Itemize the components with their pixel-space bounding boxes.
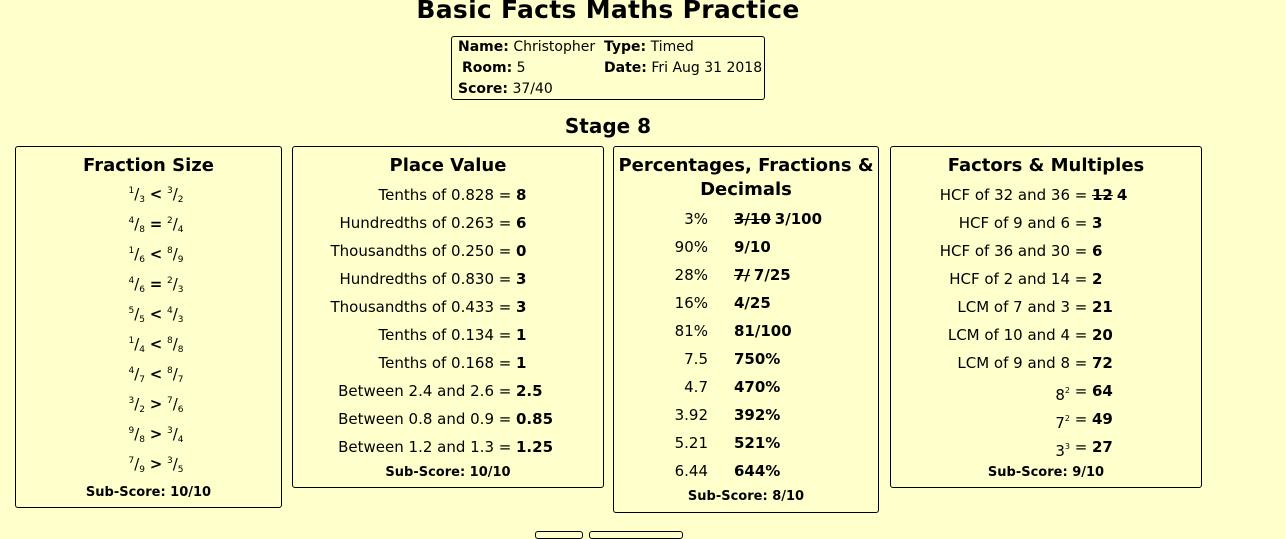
numerator: 8 <box>167 366 173 376</box>
equals-sign: = <box>1074 326 1088 344</box>
fraction-slash: / <box>134 245 140 263</box>
fraction-comparison-row <box>116 185 196 205</box>
answer-value: 2 <box>1092 270 1103 288</box>
numerator: 1 <box>128 246 135 256</box>
numerator: 4 <box>128 276 135 286</box>
question-text: HCF of 9 and 6 <box>958 214 1070 232</box>
comparison-symbol: = <box>149 215 163 233</box>
answer <box>1092 269 1102 289</box>
question-row <box>293 353 603 373</box>
answer <box>516 185 526 205</box>
denominator: 4 <box>177 435 184 445</box>
answer <box>516 353 526 373</box>
equals-sign: = <box>1074 382 1088 400</box>
answer-value: 4/25 <box>734 294 771 312</box>
question-text: Hundredths of 0.830 <box>339 270 494 288</box>
fraction-comparison-row <box>116 275 196 295</box>
question-row <box>614 377 878 397</box>
question-row <box>293 241 603 261</box>
subscore: Sub-Score: 8/10 <box>687 489 805 504</box>
question-row <box>891 437 1201 460</box>
equals-sign: = <box>1074 354 1088 372</box>
answer <box>1092 325 1113 345</box>
fraction-slash: / <box>134 305 140 323</box>
comparison-symbol: = <box>149 275 163 293</box>
fraction-comparison-row <box>116 365 196 385</box>
subscore: Sub-Score: 9/10 <box>987 465 1105 480</box>
fraction-slash: / <box>134 425 140 443</box>
fraction-comparison-row <box>116 245 196 265</box>
equals-sign: = <box>498 354 512 372</box>
question-row <box>614 349 878 369</box>
answer-value: 21 <box>1092 298 1113 316</box>
answer <box>516 409 553 429</box>
answer <box>734 461 780 481</box>
room-field: Room: 5 <box>462 60 526 76</box>
action-button[interactable] <box>535 531 583 539</box>
comparison-symbol: < <box>149 245 163 263</box>
equals-sign: = <box>1074 214 1088 232</box>
answer-value: 2.5 <box>516 382 543 400</box>
answer <box>734 209 822 229</box>
question-text: LCM of 7 and 3 <box>957 298 1070 316</box>
question-row <box>614 265 878 285</box>
denominator: 3 <box>177 285 184 295</box>
denominator: 4 <box>139 345 145 355</box>
numerator: 3 <box>128 396 135 406</box>
fraction-slash: / <box>134 395 140 413</box>
name-field: Name: Christopher <box>458 39 596 55</box>
panel-title: Percentages, Fractions & Decimals <box>618 155 874 200</box>
answer-value: 72 <box>1092 354 1113 372</box>
answer-value: 7/25 <box>753 266 791 284</box>
numerator: 2 <box>167 216 173 226</box>
equals-sign: = <box>1074 242 1088 260</box>
numerator: 3 <box>167 426 173 436</box>
answer <box>516 325 526 345</box>
question-text: 4.7 <box>684 378 708 396</box>
numerator: 9 <box>128 426 135 436</box>
question-row <box>293 269 603 289</box>
fraction-slash: / <box>172 395 178 413</box>
factors-multiples-panel <box>890 146 1202 488</box>
equals-sign: = <box>1074 410 1088 428</box>
answer-value: 644% <box>734 462 781 480</box>
comparison-symbol: > <box>149 455 163 473</box>
answer-value: 3 <box>516 298 527 316</box>
action-button[interactable] <box>589 531 683 539</box>
fraction-slash: / <box>172 305 178 323</box>
exponent: 2 <box>1064 414 1070 423</box>
question-text: 3% <box>684 210 708 228</box>
question-text: $8^2$ <box>1055 386 1070 404</box>
fraction-slash: / <box>172 275 178 293</box>
question-row <box>293 437 603 457</box>
answer <box>734 293 771 313</box>
answer-value: 0.85 <box>516 410 554 428</box>
answer <box>734 321 792 341</box>
answer-value: 20 <box>1092 326 1113 344</box>
incorrect-answer: 3/10 <box>734 210 771 228</box>
answer-value: 750% <box>734 350 781 368</box>
answer-value: 6 <box>1092 242 1103 260</box>
equals-sign: = <box>498 326 512 344</box>
equals-sign: = <box>1074 438 1088 456</box>
numerator: 2 <box>167 276 173 286</box>
denominator: 6 <box>177 405 184 415</box>
question-row <box>614 293 878 313</box>
answer <box>1092 297 1113 317</box>
numerator: 8 <box>167 246 173 256</box>
denominator: 2 <box>177 195 184 205</box>
equals-sign: = <box>498 410 512 428</box>
answer-value: 64 <box>1092 382 1113 400</box>
numerator: 3 <box>167 186 173 196</box>
date-field: Date: Fri Aug 31 2018 <box>604 60 763 76</box>
denominator: 9 <box>177 255 184 265</box>
question-row <box>891 241 1201 261</box>
question-row <box>293 185 603 205</box>
numerator: 5 <box>128 306 135 316</box>
page-title: Basic Facts Maths Practice <box>416 0 800 24</box>
answer <box>516 269 526 289</box>
question-row <box>891 409 1201 432</box>
equals-sign: = <box>498 214 512 232</box>
answer-value: 3/100 <box>774 210 823 228</box>
denominator: 3 <box>177 315 184 325</box>
equals-sign: = <box>498 186 512 204</box>
question-row <box>891 185 1201 205</box>
panel-title: Factors & Multiples <box>947 155 1145 176</box>
question-row <box>614 209 878 229</box>
equals-sign: = <box>1074 186 1088 204</box>
denominator: 7 <box>177 375 184 385</box>
answer <box>1092 381 1113 401</box>
answer-value: 521% <box>734 434 781 452</box>
answer-value: 4 <box>1116 186 1128 204</box>
fraction-slash: / <box>134 275 140 293</box>
question-row <box>614 461 878 481</box>
question-text: LCM of 9 and 8 <box>957 354 1070 372</box>
denominator: 2 <box>139 405 145 415</box>
answer <box>734 265 791 285</box>
fraction-slash: / <box>134 215 140 233</box>
comparison-symbol: < <box>149 365 163 383</box>
answer-value: 1 <box>516 326 527 344</box>
answer-value: 3 <box>1092 214 1103 232</box>
question-text: 90% <box>674 238 708 256</box>
answer-value: 81/100 <box>734 322 792 340</box>
numerator: 1 <box>128 186 135 196</box>
answer <box>516 381 543 401</box>
question-text: Tenths of 0.134 <box>378 326 494 344</box>
question-text: 6.44 <box>674 462 708 480</box>
exponent: 3 <box>1064 442 1070 451</box>
denominator: 5 <box>139 315 145 325</box>
fraction-slash: / <box>172 215 178 233</box>
fraction-slash: / <box>134 365 140 383</box>
numerator: 7 <box>167 396 173 406</box>
question-text: 81% <box>674 322 708 340</box>
fraction-slash: / <box>134 335 140 353</box>
answer-value: 0 <box>516 242 527 260</box>
answer <box>734 237 771 257</box>
question-row <box>293 297 603 317</box>
answer <box>1092 241 1102 261</box>
denominator: 8 <box>139 225 145 235</box>
answer <box>516 241 526 261</box>
subscore: Sub-Score: 10/10 <box>85 485 212 500</box>
equals-sign: = <box>498 298 512 316</box>
question-row <box>891 381 1201 404</box>
comparison-symbol: < <box>149 305 163 323</box>
student-info-box <box>451 36 765 100</box>
numerator: 1 <box>128 336 135 346</box>
numerator: 4 <box>128 216 135 226</box>
question-row <box>293 213 603 233</box>
equals-sign: = <box>498 382 512 400</box>
denominator: 6 <box>139 255 145 265</box>
question-row <box>614 433 878 453</box>
numerator: 4 <box>167 306 173 316</box>
fraction-slash: / <box>134 185 140 203</box>
answer <box>1092 353 1113 373</box>
denominator: 3 <box>139 195 145 205</box>
question-text: HCF of 32 and 36 <box>939 186 1070 204</box>
denominator: 6 <box>139 285 145 295</box>
question-text: 7.5 <box>684 350 708 368</box>
answer-value: 6 <box>516 214 527 232</box>
question-row <box>614 405 878 425</box>
fraction-comparison-row <box>116 455 196 475</box>
numerator: 8 <box>167 336 173 346</box>
answer-value: 3 <box>516 270 527 288</box>
comparison-symbol: > <box>149 425 163 443</box>
question-text: Tenths of 0.828 <box>378 186 494 204</box>
comparison-symbol: < <box>149 335 163 353</box>
denominator: 8 <box>139 435 145 445</box>
question-text: Between 1.2 and 1.3 <box>338 438 494 456</box>
answer <box>734 349 780 369</box>
numerator: 3 <box>167 456 173 466</box>
question-row <box>293 325 603 345</box>
exponent: 2 <box>1064 386 1070 395</box>
answer-value: 49 <box>1092 410 1113 428</box>
question-row <box>891 297 1201 317</box>
type-field: Type: Timed <box>604 39 694 55</box>
question-row <box>614 321 878 341</box>
answer <box>1092 213 1102 233</box>
answer <box>516 437 553 457</box>
answer-value: 9/10 <box>734 238 771 256</box>
fraction-comparison-row <box>116 425 196 445</box>
answer <box>1092 409 1113 429</box>
answer <box>734 377 780 397</box>
fraction-comparison-row <box>116 305 196 325</box>
fraction-comparison-row <box>116 215 196 235</box>
equals-sign: = <box>1074 270 1088 288</box>
answer <box>1092 185 1127 205</box>
question-text: 5.21 <box>674 434 708 452</box>
question-row <box>891 213 1201 233</box>
question-text: Thousandths of 0.250 <box>330 242 494 260</box>
question-text: Tenths of 0.168 <box>378 354 494 372</box>
question-text: Between 0.8 and 0.9 <box>338 410 494 428</box>
denominator: 4 <box>177 225 184 235</box>
question-text: HCF of 2 and 14 <box>949 270 1070 288</box>
fraction-slash: / <box>172 335 178 353</box>
answer <box>516 297 526 317</box>
equals-sign: = <box>498 242 512 260</box>
incorrect-answer: 12 <box>1092 186 1113 204</box>
fraction-slash: / <box>172 365 178 383</box>
answer-value: 27 <box>1092 438 1113 456</box>
equals-sign: = <box>1074 298 1088 316</box>
panel-title: Place Value <box>389 155 507 176</box>
numerator: 7 <box>128 456 135 466</box>
denominator: 5 <box>177 465 184 475</box>
question-row <box>891 269 1201 289</box>
answer-value: 1 <box>516 354 527 372</box>
answer-value: 8 <box>516 186 527 204</box>
denominator: 7 <box>139 375 145 385</box>
answer-value: 1.25 <box>516 438 554 456</box>
question-text: LCM of 10 and 4 <box>947 326 1070 344</box>
comparison-symbol: < <box>149 185 163 203</box>
fraction-slash: / <box>172 245 178 263</box>
fraction-comparison-row <box>116 395 196 415</box>
numerator: 4 <box>128 366 135 376</box>
question-row <box>293 409 603 429</box>
subscore: Sub-Score: 10/10 <box>385 465 511 480</box>
fraction-size-panel <box>15 146 282 508</box>
fraction-slash: / <box>172 455 178 473</box>
question-text: Thousandths of 0.433 <box>330 298 494 316</box>
answer <box>1092 437 1113 457</box>
panel-title: Fraction Size <box>83 155 214 176</box>
question-text: 28% <box>674 266 708 284</box>
answer <box>734 405 780 425</box>
fraction-slash: / <box>172 185 178 203</box>
question-text: Hundredths of 0.263 <box>339 214 494 232</box>
score-field: Score: 37/40 <box>458 81 553 97</box>
answer <box>516 213 526 233</box>
stage-heading: Stage 8 <box>564 114 652 138</box>
question-text: 16% <box>674 294 708 312</box>
question-text: $7^2$ <box>1055 414 1070 432</box>
fraction-comparison-row <box>116 335 196 355</box>
percentages-panel <box>613 146 879 513</box>
answer-value: 392% <box>734 406 781 424</box>
incorrect-answer: 7/ <box>734 266 750 284</box>
question-row <box>614 237 878 257</box>
question-text: HCF of 36 and 30 <box>939 242 1070 260</box>
fraction-slash: / <box>134 455 140 473</box>
denominator: 9 <box>139 465 145 475</box>
answer-value: 470% <box>734 378 781 396</box>
denominator: 8 <box>177 345 184 355</box>
answer <box>734 433 780 453</box>
equals-sign: = <box>498 270 512 288</box>
place-value-panel <box>292 146 604 488</box>
question-text: Between 2.4 and 2.6 <box>338 382 494 400</box>
comparison-symbol: > <box>149 395 163 413</box>
question-row <box>891 325 1201 345</box>
question-row <box>293 381 603 401</box>
question-text: 3.92 <box>674 406 708 424</box>
question-text: $3^3$ <box>1055 442 1070 460</box>
fraction-slash: / <box>172 425 178 443</box>
equals-sign: = <box>498 438 512 456</box>
question-row <box>891 353 1201 373</box>
